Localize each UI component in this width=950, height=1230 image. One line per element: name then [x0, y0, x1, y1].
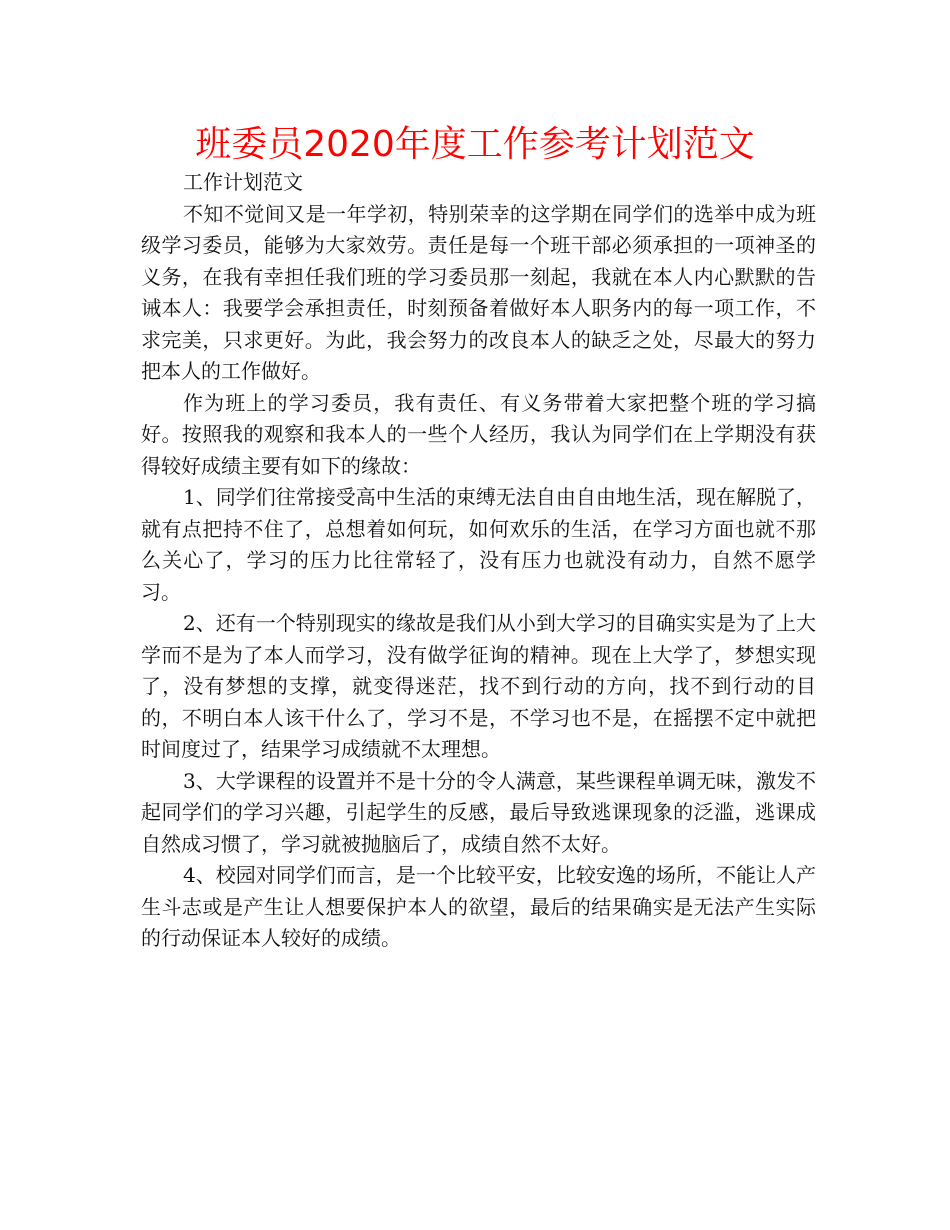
paragraph-reason-3: 3、大学课程的设置并不是十分的令人满意，某些课程单调无味，激发不起同学们的学习兴趣，引起学生的反感，最后导致逃课现象的泛滥，逃课成自然成习惯了，学习就被抛脑后了，成绩自然不太好。: [141, 768, 816, 856]
paragraph-reasons-lead: 作为班上的学习委员，我有责任、有义务带着大家把整个班的学习搞好。按照我的观察和我本人的一些个人经历，我认为同学们在上学期没有获得较好成绩主要有如下的缘故：: [141, 390, 816, 478]
paragraph-subtitle: 工作计划范文: [183, 170, 303, 194]
paragraph-reason-4: 4、校园对同学们而言，是一个比较平安，比较安逸的场所，不能让人产生斗志或是产生让人想要保护本人的欲望，最后的结果确实是无法产生实际的行动保证本人较好的成绩。: [141, 863, 816, 950]
paragraph-reason-1: 1、同学们往常接受高中生活的束缚无法自由自由地生活，现在解脱了，就有点把持不住了，总想着如何玩，如何欢乐的生活，在学习方面也就不那么关心了，学习的压力比往常轻了，没有压力也就没有动力，自然不愿学习。: [141, 485, 816, 604]
paragraph-reason-2: 2、还有一个特别现实的缘故是我们从小到大学习的目确实实是为了上大学而不是为了本人而学习，没有做学征询的精神。现在上大学了，梦想实现了，没有梦想的支撑，就变得迷茫，找不到行动的方向，找不到行动的目的，不明白本人该干什么了，学习不是，不学习也不是，在摇摆不定中就把时间度过了，结果学习成绩就不太理想。: [141, 611, 816, 761]
document-body: [141, 167, 816, 955]
paragraph-intro: 不知不觉间又是一年学初，特别荣幸的这学期在同学们的选举中成为班级学习委员，能够为大家效劳。责任是每一个班干部必须承担的一项神圣的义务，在我有幸担任我们班的学习委员那一刻起，我就在本人内心默默的告诫本人：我要学会承担责任，时刻预备着做好本人职务内的每一项工作，不求完美，只求更好。为此，我会努力的改良本人的缺乏之处，尽最大的努力把本人的工作做好。: [141, 201, 816, 383]
document-title: 班委员2020年度工作参考计划范文: [195, 124, 755, 165]
